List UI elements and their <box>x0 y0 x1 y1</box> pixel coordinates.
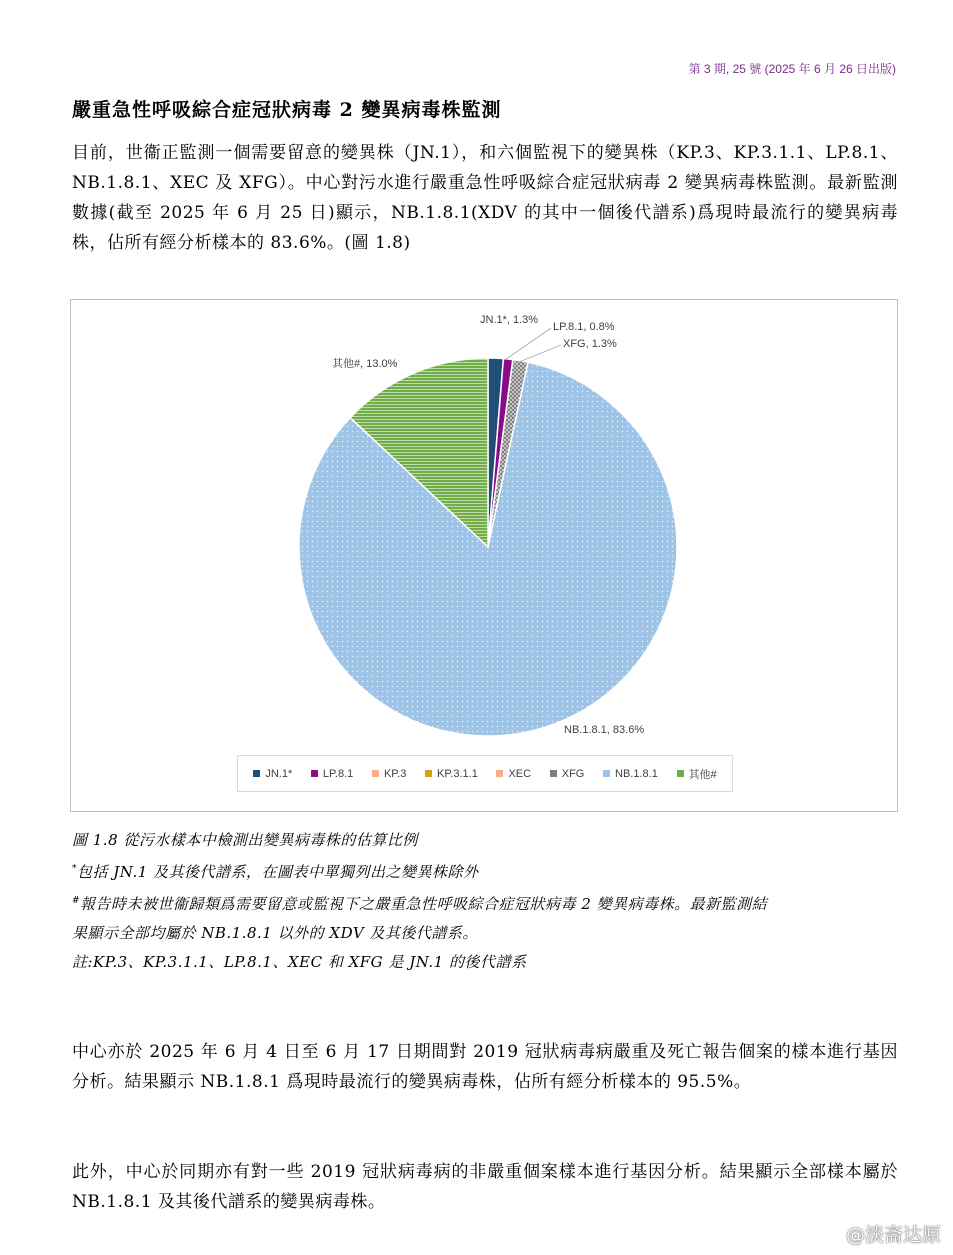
legend-item-3 <box>425 768 478 780</box>
footnote-1 <box>72 855 902 887</box>
pie-chart <box>71 300 899 813</box>
slice-label-2: XFG, 1.3% <box>563 338 617 350</box>
chart-legend <box>237 755 733 792</box>
section-title: 嚴重急性呼吸綜合症冠狀病毒 2 變異病毒株監測 <box>72 99 502 121</box>
legend-item-6 <box>603 768 658 780</box>
footnote-2-mark: # <box>72 896 81 906</box>
legend-label-7: 其他# <box>688 768 717 781</box>
footnote-3: 註:KP.3、KP.3.1.1、LP.8.1、XEC 和 XFG 是 JN.1 的後代譜系 <box>72 953 527 971</box>
legend-swatch-4 <box>496 770 503 777</box>
legend-label-6: NB.1.8.1 <box>615 767 658 780</box>
legend-label-2: KP.3 <box>383 767 407 780</box>
leader-line-1 <box>505 328 551 360</box>
intro-paragraph: 目前，世衞正監測一個需要留意的變異株（JN.1），和六個監視下的變異株（KP.3、KP.3.1.1、LP.8.1、NB.1.8.1、XEC 及 XFG）。中心對污水進行嚴重急性呼吸綜合症冠狀病毒 2 變異病毒株監測。最新監測數據(截至 2025 年 6 月 25 日)顯示，NB.1.8.1(XDV 的其中一個後代譜系)爲現時最流行的變異病毒株，佔所有經分析樣本的 83.6%。(圖 1.8) <box>72 143 898 253</box>
legend-swatch-3 <box>425 770 432 777</box>
pie-chart-container <box>70 299 898 812</box>
legend-label-0: JN.1* <box>265 767 293 780</box>
legend-label-3: KP.3.1.1 <box>437 767 478 780</box>
figure-caption: 圖 1.8 從污水樣本中檢測出變異病毒株的估算比例 <box>72 831 418 849</box>
legend-label-4: XEC <box>508 767 532 780</box>
legend-item-0 <box>253 768 292 780</box>
legend-label-1: LP.8.1 <box>322 767 354 780</box>
legend-swatch-5 <box>550 770 557 777</box>
severe-cases-paragraph: 中心亦於 2025 年 6 月 4 日至 6 月 17 日期間對 2019 冠狀病毒病嚴重及死亡報告個案的樣本進行基因分析。結果顯示 NB.1.8.1 爲現時最流行的變異病毒株，佔所有經分析樣本的 95.5%。 <box>72 1042 898 1092</box>
slice-label-4: 其他#, 13.0% <box>332 358 398 370</box>
legend-item-7 <box>677 766 717 782</box>
footnote-2-text: 報告時未被世衞歸類爲需要留意或監視下之嚴重急性呼吸綜合症冠狀病毒 2 變異病毒株。最新監測結 <box>80 895 768 913</box>
slice-label-3: NB.1.8.1, 83.6% <box>564 724 645 736</box>
slice-label-1: LP.8.1, 0.8% <box>553 321 615 333</box>
footnote-1-mark: * <box>72 864 77 874</box>
footnote-1-text: 包括 JN.1 及其後代譜系，在圖表中單獨列出之變異株除外 <box>77 863 479 881</box>
legend-item-5 <box>550 768 585 780</box>
non-severe-cases-paragraph: 此外，中心於同期亦有對一些 2019 冠狀病毒病的非嚴重個案樣本進行基因分析。結果顯示全部樣本屬於 NB.1.8.1 及其後代譜系的變異病毒株。 <box>72 1162 898 1212</box>
slice-label-0: JN.1*, 1.3% <box>480 314 539 326</box>
legend-item-4 <box>496 768 531 780</box>
footnote-2-continued: 果顯示全部均屬於 NB.1.8.1 以外的 XDV 及其後代譜系。 <box>72 924 478 942</box>
watermark: @淡斋达原 <box>845 1224 941 1246</box>
legend-swatch-6 <box>603 770 610 777</box>
footnote-2 <box>72 887 902 919</box>
legend-item-2 <box>372 768 406 780</box>
legend-swatch-1 <box>311 770 318 777</box>
legend-swatch-7 <box>677 770 684 777</box>
issue-info: 第 3 期, 25 號 (2025 年 6 月 26 日出版) <box>688 62 896 76</box>
legend-swatch-2 <box>372 770 379 777</box>
figure-notes <box>72 826 902 977</box>
legend-item-1 <box>311 768 353 780</box>
leader-line-2 <box>514 345 561 364</box>
legend-swatch-0 <box>253 770 260 777</box>
legend-label-5: XFG <box>561 767 585 780</box>
